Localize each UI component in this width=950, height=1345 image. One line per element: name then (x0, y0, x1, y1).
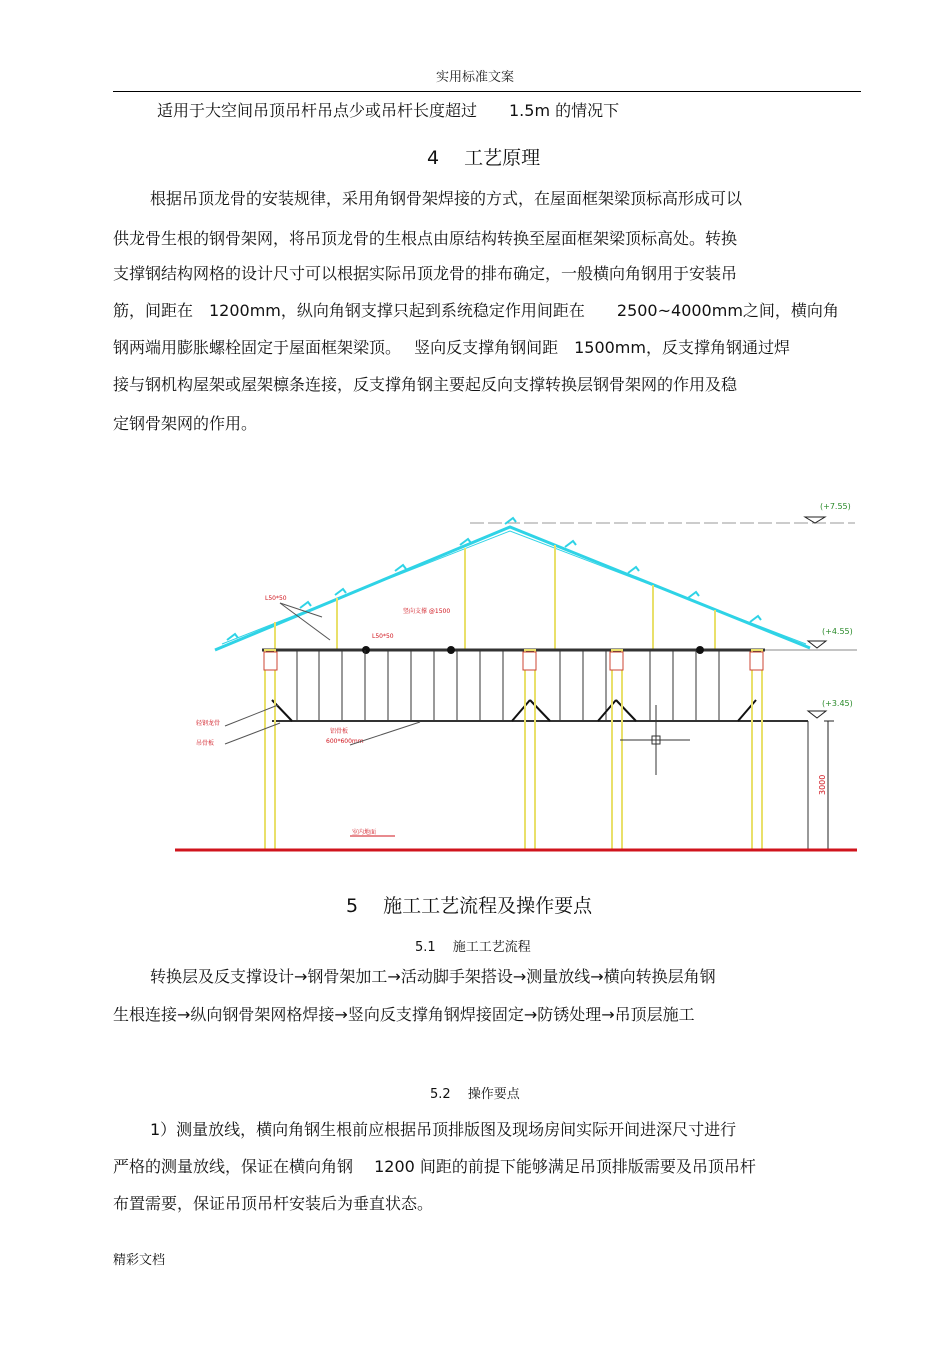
label-main-keel: 轻钢龙骨 (196, 720, 221, 727)
s4-line-4: 筋，间距在 1200mm，纵向角钢支撑只起到系统稳定作用间距在 2500~4000mm之间，横向角 (113, 301, 839, 320)
s4-line-2: 供龙骨生根的钢骨架网，将吊顶龙骨的生根点由原结构转换至屋面框架梁顶标高处。转换 (113, 229, 738, 248)
section-4-heading: 4 工艺原理 (427, 147, 541, 169)
elev-label-mid: (+4.55) (822, 627, 853, 636)
section-5-1-heading: 5.1 施工工艺流程 (415, 940, 531, 955)
purlin-clips (227, 518, 761, 640)
label-floor: 室内地面 (352, 829, 377, 836)
s4-line-1: 根据吊顶龙骨的安装规律，采用角钢骨架焊接的方式，在屋面框架梁顶标高形成可以 (150, 189, 743, 208)
label-panel: 铝骨板 (330, 728, 349, 735)
elevation-marker-low (808, 711, 826, 718)
s52-line-3: 布置需要，保证吊顶吊杆安装后为垂直状态。 (113, 1194, 434, 1213)
corner-brackets (272, 700, 756, 721)
elevation-marker-top (805, 517, 825, 523)
section-5-heading: 5 施工工艺流程及操作要点 (346, 895, 593, 917)
section-5-2-heading: 5.2 操作要点 (430, 1087, 520, 1102)
elev-label-top: (+7.55) (820, 502, 851, 511)
intro-line: 适用于大空间吊顶吊杆吊点少或吊杆长度超过 1.5m 的情况下 (157, 101, 620, 120)
page-header: 实用标准文案 (435, 70, 514, 85)
s4-line-7: 定钢骨架网的作用。 (113, 414, 258, 433)
structure-section-drawing (170, 495, 860, 860)
columns (265, 650, 762, 850)
s51-line-2: 生根连接→纵向钢骨架网格焊接→竖向反支撑角钢焊接固定→防锈处理→吊顶层施工 (113, 1005, 695, 1024)
page-footer: 精彩文档 (113, 1253, 166, 1268)
label-angle-a: L50*50 (265, 595, 287, 602)
label-angle-b: L50*50 (372, 633, 394, 640)
roof-truss (215, 527, 810, 650)
s52-line-1: 1）测量放线，横向角钢生根前应根据吊顶排版图及现场房间实际开间进深尺寸进行 (150, 1120, 737, 1139)
s52-line-2: 严格的测量放线，保证在横向角钢 1200 间距的前提下能够满足吊顶排版需要及吊顶吊杆 (113, 1157, 756, 1176)
s4-line-6: 接与钢机构屋架或屋架檩条连接，反支撑角钢主要起反向支撑转换层钢骨架网的作用及稳 (113, 375, 738, 394)
column-caps (264, 652, 763, 670)
label-vertical-support: 竖向支撑 @1500 (403, 608, 451, 615)
s4-line-5: 钢两端用膨胀螺栓固定于屋面框架梁顶。 竖向反支撑角钢间距 1500mm，反支撑角钢通过焊 (113, 338, 790, 357)
header-rule (113, 91, 861, 92)
elev-label-low: (+3.45) (822, 699, 853, 708)
s51-line-1: 转换层及反支撑设计→钢骨架加工→活动脚手架搭设→测量放线→横向转换层角钢 (150, 967, 716, 986)
s4-line-3: 支撑钢结构网格的设计尺寸可以根据实际吊顶龙骨的排布确定，一般横向角钢用于安装吊 (113, 264, 738, 283)
label-minor-keel: 吊骨板 (196, 740, 215, 747)
elevation-marker-mid (808, 641, 826, 648)
label-panel-size: 600*600mm (326, 738, 364, 745)
height-dim-label: 3000 (818, 774, 827, 795)
